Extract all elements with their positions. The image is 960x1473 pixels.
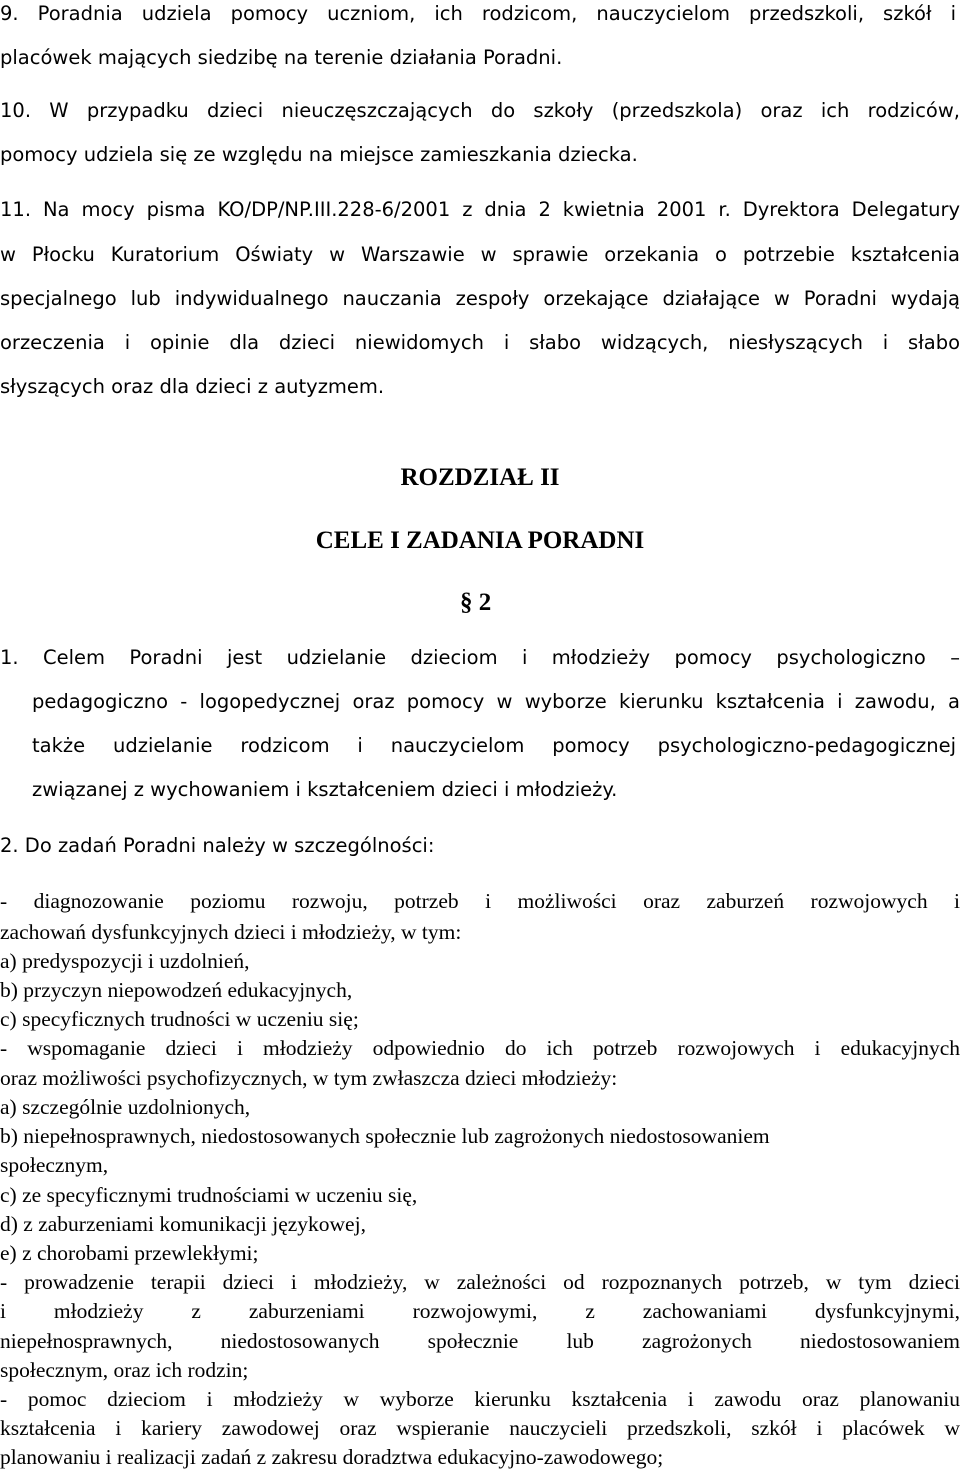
point-11-line-1: 11. Na mocy pisma KO/DP/NP.III.228-6/2001 z dnia 2 kwietnia 2001 r. Dyrektora Delegatury [0, 198, 960, 221]
list-line: zachowań dysfunkcyjnych dzieci i młodzieży, w tym: [0, 920, 462, 944]
list-line: społecznym, oraz ich rodzin; [0, 1358, 249, 1382]
list-line: c) ze specyficznymi trudnościami w uczeniu się, [0, 1183, 418, 1207]
list-line: społecznym, [0, 1153, 109, 1177]
list-line: i młodzieży z zaburzeniami rozwojowymi, z zachowaniami dysfunkcyjnymi, [0, 1299, 960, 1323]
section-symbol: § 2 [460, 589, 492, 616]
list-line: e) z chorobami przewlekłymi; [0, 1241, 259, 1265]
list-line: kształcenia i kariery zawodowej oraz wspieranie nauczycieli przedszkoli, szkół i placówek w [0, 1416, 960, 1440]
list-line: planowaniu i realizacji zadań z zakresu doradztwa edukacyjno-zawodowego; [0, 1445, 664, 1469]
s2-point-1-line-3: także udzielanie rodzicom i nauczycielom pomocy psychologiczno-pedagogicznej [32, 734, 956, 757]
s2-point-1-line-4: związanej z wychowaniem i kształceniem dzieci i młodzieży. [32, 778, 618, 801]
s2-point-1-line-1: 1. Celem Poradni jest udzielanie dzieciom i młodzieży pomocy psychologiczno – [0, 646, 960, 669]
list-line: - diagnozowanie poziomu rozwoju, potrzeb i możliwości oraz zaburzeń rozwojowych i [0, 889, 960, 913]
list-line: c) specyficznych trudności w uczeniu się; [0, 1007, 359, 1031]
point-10-line-1: 10. W przypadku dzieci nieuczęszczających do szkoły (przedszkola) oraz ich rodziców, [0, 99, 960, 122]
list-line: - pomoc dzieciom i młodzieży w wyborze kierunku kształcenia i zawodu oraz planowaniu [0, 1387, 960, 1411]
chapter-subtitle: CELE I ZADANIA PORADNI [315, 527, 645, 554]
list-line: oraz możliwości psychofizycznych, w tym zwłaszcza dzieci młodzieży: [0, 1066, 618, 1090]
point-10-line-2: pomocy udziela się ze względu na miejsce zamieszkania dziecka. [0, 143, 638, 166]
point-11-line-2: w Płocku Kuratorium Oświaty w Warszawie w sprawie orzekania o potrzebie kształcenia [0, 243, 960, 266]
list-line: a) szczególnie uzdolnionych, [0, 1095, 251, 1119]
list-line: - prowadzenie terapii dzieci i młodzieży, w zależności od rozpoznanych potrzeb, w tym dzieci [0, 1270, 960, 1294]
chapter-title: ROZDZIAŁ II [400, 464, 560, 491]
s2-point-1-line-2: pedagogiczno - logopedycznej oraz pomocy w wyborze kierunku kształcenia i zawodu, a [32, 690, 960, 713]
list-line: - wspomaganie dzieci i młodzieży odpowiednio do ich potrzeb rozwojowych i edukacyjnych [0, 1036, 960, 1060]
s2-point-2-intro: 2. Do zadań Poradni należy w szczególności: [0, 834, 435, 857]
list-line: a) predyspozycji i uzdolnień, [0, 949, 250, 973]
point-11-line-4: orzeczenia i opinie dla dzieci niewidomych i słabo widzących, niesłyszących i słabo [0, 331, 960, 354]
list-line: d) z zaburzeniami komunikacji językowej, [0, 1212, 366, 1236]
point-9-line-1: 9. Poradnia udziela pomocy uczniom, ich rodzicom, nauczycielom przedszkoli, szkół i [0, 2, 956, 25]
list-line: b) niepełnosprawnych, niedostosowanych społecznie lub zagrożonych niedostosowaniem [0, 1124, 770, 1148]
point-11-line-5: słyszących oraz dla dzieci z autyzmem. [0, 375, 385, 398]
point-11-line-3: specjalnego lub indywidualnego nauczania zespoły orzekające działające w Poradni wydają [0, 287, 960, 310]
list-line: b) przyczyn niepowodzeń edukacyjnych, [0, 978, 353, 1002]
point-9-line-2: placówek mających siedzibę na terenie działania Poradni. [0, 46, 563, 69]
list-line: niepełnosprawnych, niedostosowanych społecznie lub zagrożonych niedostosowaniem [0, 1329, 960, 1353]
